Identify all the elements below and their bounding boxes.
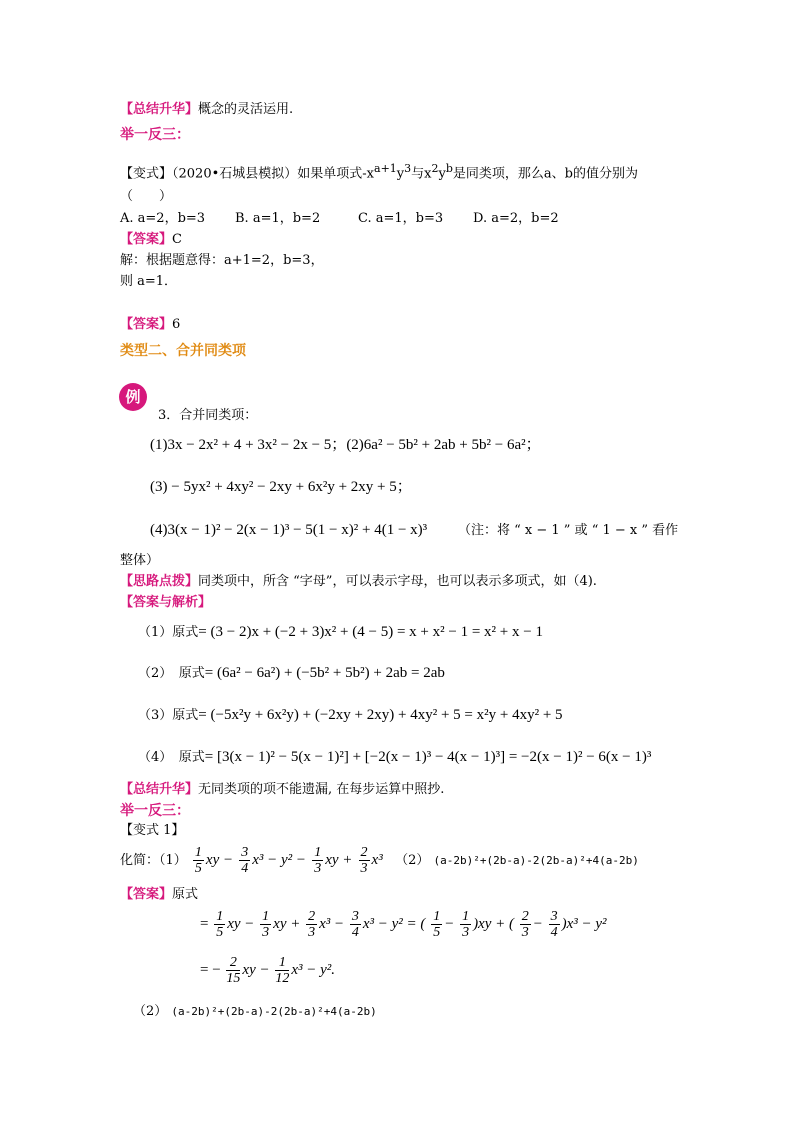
example-title: 3．合并同类项： bbox=[158, 408, 258, 423]
last-label: （2） bbox=[133, 1004, 168, 1019]
example-badge: 例 bbox=[119, 383, 147, 411]
frac-2: $\frac{3}{4}$ bbox=[241, 845, 249, 876]
problem-note-end: 整体） bbox=[120, 553, 160, 568]
problem-line-4 bbox=[150, 521, 427, 539]
last-expr: (a-2b)²+(2b-a)-2(2b-a)²+4(a-2b) bbox=[171, 1005, 377, 1018]
hint-tag: 【思路点拨】 bbox=[120, 574, 199, 589]
solution-1-expr: = (3 − 2)x + (−2 + 3)x² + (4 − 5) = x + x² − 1 = x² + x − 1 bbox=[198, 624, 543, 640]
solution-2-label: （2） 原式 bbox=[138, 666, 205, 681]
frac-3: $\frac{1}{3}$ bbox=[314, 845, 322, 876]
answer-tag-3: 【答案】 bbox=[120, 887, 173, 902]
answer-tag-2: 【答案】 bbox=[120, 317, 173, 332]
summary-line-2 bbox=[120, 781, 444, 799]
answer-text-3: 原式 bbox=[172, 887, 199, 902]
working-line-2: = − $\frac{2}{15}$ xy − $\frac{1}{12}$ x³ − y². bbox=[200, 955, 336, 987]
solution-4 bbox=[138, 748, 651, 767]
simplify-term-1: xy − bbox=[205, 852, 234, 868]
simplify-term-2: x³ − y² − bbox=[252, 852, 307, 868]
summary-tag: 【总结升华】 bbox=[120, 102, 199, 117]
variant-paren: （ ） bbox=[120, 189, 173, 204]
working-line-1: = $\frac{1}{5}$ xy − $\frac{1}{3}$ xy + $\frac{2}{3}$ x³ − $\frac{3}{4}$ x³ − y² = ( $\frac{1}{5}$ − $\frac{1}{3}$ )xy + ( $\frac{2}{3}$ − $\frac{3}{4}$ )x³ − y² bbox=[200, 909, 607, 941]
frac-1: $\frac{1}{5}$ bbox=[194, 845, 202, 876]
variant-tag: 【变式】 bbox=[120, 166, 173, 182]
variant-1-tag: 【变式 1】 bbox=[120, 823, 185, 838]
summary-text-2: 无同类项的项不能遗漏, 在每步运算中照抄. bbox=[198, 782, 445, 797]
answer-line-2 bbox=[120, 316, 180, 334]
solution-3-label: （3）原式 bbox=[138, 708, 199, 723]
variant-question bbox=[120, 160, 638, 183]
solution-2 bbox=[138, 664, 445, 683]
practice-heading-2: 举一反三： bbox=[120, 803, 190, 819]
simplify-part2-label: （2） bbox=[395, 853, 430, 868]
summary-text: 概念的灵活运用. bbox=[198, 102, 294, 117]
last-part bbox=[133, 1003, 377, 1021]
option-b: B. a=1，b=2 bbox=[235, 211, 321, 226]
simplify-part2: (a-2b)²+(2b-a)-2(2b-a)²+4(a-2b) bbox=[433, 854, 639, 867]
variant-sup-2: 3 bbox=[404, 162, 412, 175]
problem-note: （注：将 “ x − 1 ” 或 “ 1 − x ” 看作 bbox=[458, 523, 679, 538]
answer-text-1: C bbox=[172, 232, 182, 247]
problem-sep: ； bbox=[331, 437, 347, 453]
simplify-term-4: x³ bbox=[371, 852, 383, 868]
summary-line-1 bbox=[120, 101, 293, 119]
variant-sup-4: b bbox=[445, 162, 453, 175]
answer-line-3 bbox=[120, 886, 198, 904]
solution-4-expr: = [3(x − 1)² − 5(x − 1)²] + [−2(x − 1)³ − 4(x − 1)³] = −2(x − 1)² − 6(x − 1)³ bbox=[204, 749, 652, 765]
type-two-heading: 类型二、合并同类项 bbox=[120, 343, 246, 359]
problem-3-end: ； bbox=[396, 479, 412, 495]
solution-line-1: 解：根据题意得：a+1=2，b=3， bbox=[120, 253, 324, 268]
hint-text: 同类项中，所含 “字母”，可以表示字母，也可以表示多项式，如（4). bbox=[198, 574, 597, 589]
variant-text-c: 与x bbox=[411, 166, 432, 182]
problem-2: (2)6a² − 5b² + 2ab + 5b² − 6a² bbox=[346, 437, 526, 453]
variant-sup-3: 2 bbox=[431, 162, 439, 175]
frac-4: $\frac{2}{3}$ bbox=[360, 845, 368, 876]
problem-line-3 bbox=[150, 478, 412, 496]
summary-tag-2: 【总结升华】 bbox=[120, 782, 199, 797]
problem-line-1 bbox=[150, 436, 541, 454]
variant-source: （2020•石城县模拟） bbox=[172, 166, 298, 182]
problem-4: (4)3(x − 1)² − 2(x − 1)³ − 5(1 − x)² + 4(1 − x)³ bbox=[150, 522, 428, 538]
problem-3: (3) − 5yx² + 4xy² − 2xy + 6x²y + 2xy + 5 bbox=[150, 479, 397, 495]
option-c: C. a=1，b=3 bbox=[358, 211, 444, 226]
answer-text-2: 6 bbox=[172, 317, 181, 332]
variant-text-d: y bbox=[438, 166, 446, 182]
variant-text-b: y bbox=[396, 166, 405, 182]
problem-2-end: ； bbox=[525, 437, 541, 453]
answer-analysis-tag: 【答案与解析】 bbox=[120, 595, 212, 610]
solution-1 bbox=[138, 623, 543, 642]
simplify-line bbox=[120, 842, 639, 879]
solution-3 bbox=[138, 706, 563, 725]
solution-line-2: 则 a=1． bbox=[120, 274, 178, 289]
answer-line-1 bbox=[120, 231, 182, 249]
hint-line bbox=[120, 573, 597, 591]
simplify-term-3: xy + bbox=[325, 852, 353, 868]
answer-tag-1: 【答案】 bbox=[120, 232, 173, 247]
variant-text-e: 是同类项，那么a、b的值分别为 bbox=[452, 166, 638, 182]
option-d: D. a=2，b=2 bbox=[473, 211, 559, 226]
problem-1: (1)3x − 2x² + 4 + 3x² − 2x − 5 bbox=[150, 437, 332, 453]
solution-3-expr: = (−5x²y + 6x²y) + (−2xy + 2xy) + 4xy² + 5 = x²y + 4xy² + 5 bbox=[198, 707, 563, 723]
variant-sup-1: a+1 bbox=[374, 162, 397, 175]
solution-2-expr: = (6a² − 6a²) + (−5b² + 5b²) + 2ab = 2ab bbox=[204, 665, 445, 681]
practice-heading-1: 举一反三： bbox=[120, 127, 190, 143]
simplify-label: 化简：（1） bbox=[120, 853, 187, 868]
solution-4-label: （4） 原式 bbox=[138, 750, 205, 765]
variant-text-a: 如果单项式-x bbox=[297, 166, 375, 182]
solution-1-label: （1）原式 bbox=[138, 625, 199, 640]
option-a: A. a=2，b=3 bbox=[120, 211, 206, 226]
